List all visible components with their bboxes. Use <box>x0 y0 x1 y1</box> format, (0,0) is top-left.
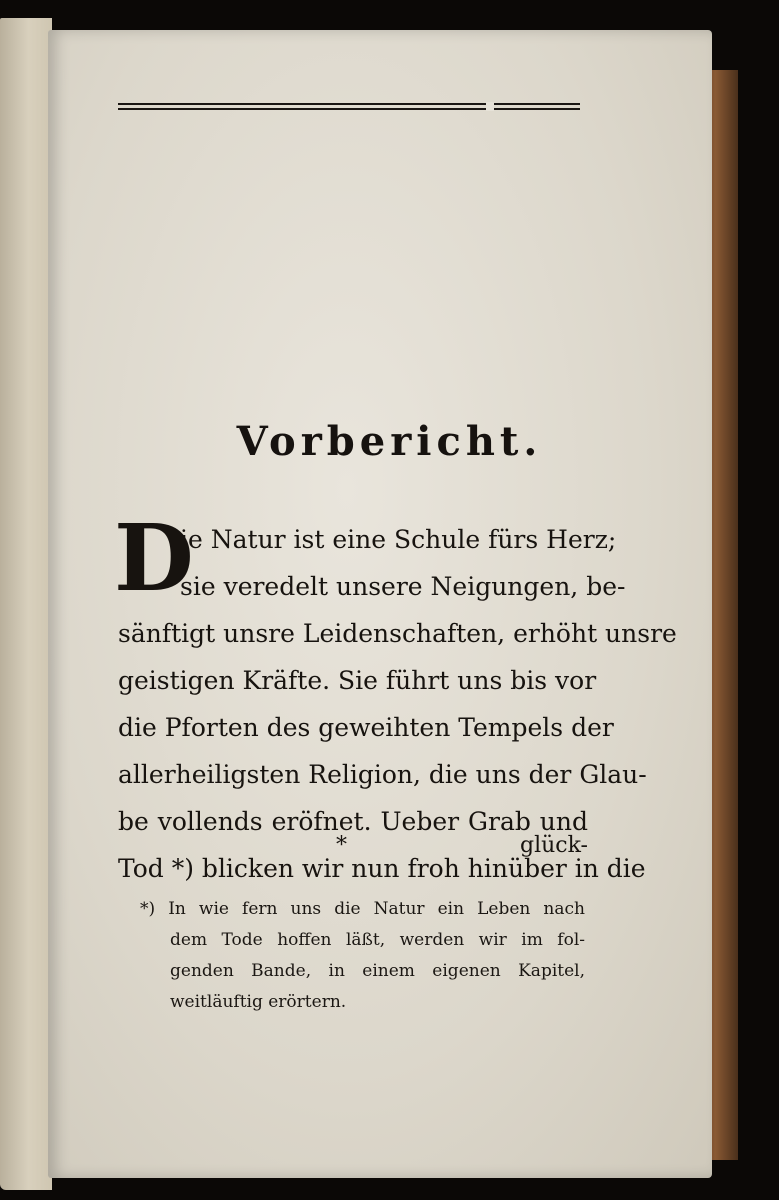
body-line: sie veredelt unsere Neigungen, be- <box>180 572 626 601</box>
body-line: geistigen Kräfte. Sie führt uns bis vor <box>118 666 597 695</box>
drop-cap: D <box>114 504 194 612</box>
catchword-line <box>118 828 588 864</box>
footnote <box>140 894 585 1018</box>
body-line: be vollends eröfnet. Ueber Grab und <box>118 807 588 836</box>
body-line: sänftigt unsre Leidenschaften, erhöht unsre <box>118 619 677 648</box>
body-line: Tod *) blicken wir nun froh hinüber in die <box>118 854 646 883</box>
body-line: ie Natur ist eine Schule fürs Herz; <box>180 525 617 554</box>
footnote-line: *) In wie fern uns die Natur ein Leben nach <box>140 899 585 919</box>
body-line: allerheiligsten Religion, die uns der Glau- <box>118 760 647 789</box>
footnote-line: genden Bande, in einem eigenen Kapitel, <box>170 961 585 981</box>
footnote-line: weitläuftig erörtern. <box>170 992 347 1012</box>
header-rule <box>118 102 580 111</box>
signature-mark: * <box>336 833 347 858</box>
left-page-edge <box>0 18 52 1190</box>
page-title: Vorbericht. <box>236 418 543 465</box>
footnote-line: dem Tode hoffen läßt, werden wir im fol- <box>170 930 585 950</box>
body-line: die Pforten des geweihten Tempels der <box>118 713 614 742</box>
catchword: glück- <box>520 833 588 858</box>
